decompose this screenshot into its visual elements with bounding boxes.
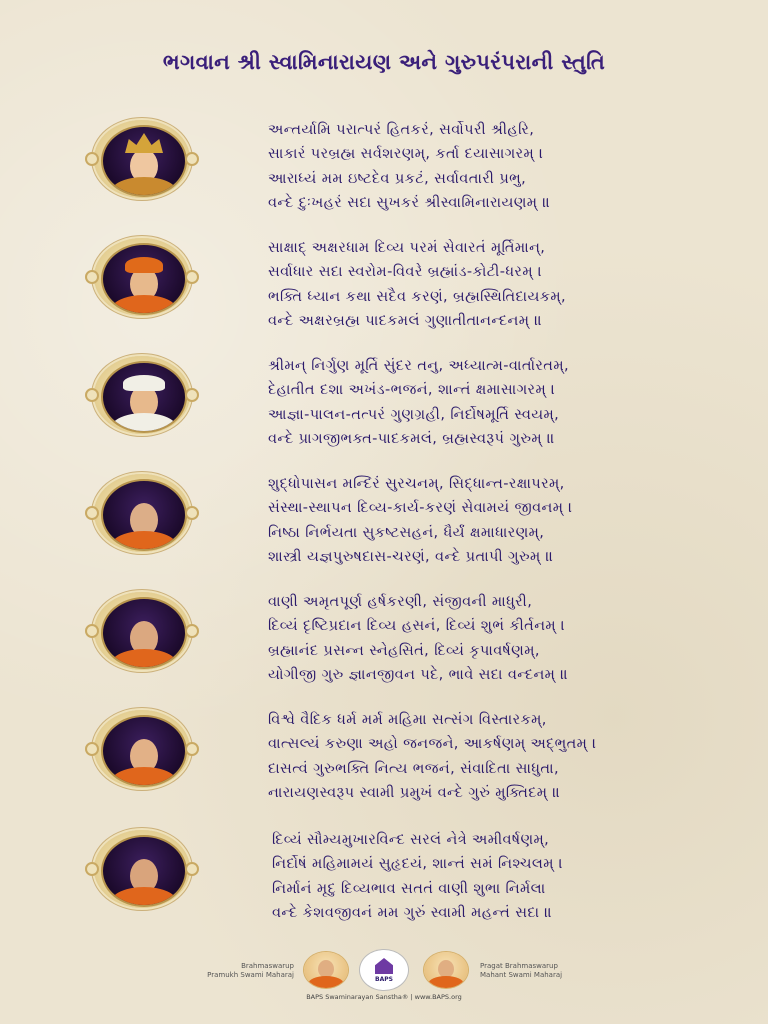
verse-block-7	[0, 828, 768, 958]
verse-lines	[268, 236, 738, 334]
verse-line: વન્દે પ્રાગજીભક્ત-પાદકમલં, બ્રહ્મસ્વરૂપં ગુરુમ્ ॥	[268, 431, 556, 448]
footer	[0, 948, 768, 1008]
verse-line: વન્દે કેશવજીવનં મમ ગુરું સ્વામી મહન્તં સદા ॥	[272, 905, 553, 922]
verse-line: વાત્સલ્યં કરુણા અહો જનજને, આકર્ષણમ્ અદ્ભુતમ્ ।	[268, 736, 597, 753]
verse-line: વાણી અમૃતપૂર્ણ હર્ષકરણી, સંજીવની માધુરી,	[268, 594, 533, 610]
verse-line: બ્રહ્માનંદ પ્રસન્ન સ્નેહસિતં, દિવ્યં કૃપાવર્ષણમ્,	[268, 642, 540, 659]
verse-lines	[268, 118, 738, 216]
verse-line: સર્વાધાર સદા સ્વરોમ-વિવરે બ્રહ્માંડ-કોટી-ધરમ્ ।	[268, 264, 543, 281]
verse-block-5	[0, 590, 768, 720]
verse-line: વન્દે દુઃખહરં સદા સુખકરં શ્રીસ્વામિનારાયણમ્ ॥	[268, 195, 551, 212]
verse-line: સાકારં પરબ્રહ્મ સર્વશરણમ્, કર્તા દયાસાગરમ્ ।	[268, 146, 544, 163]
mahant-swami-avatar-icon	[424, 952, 468, 988]
verse-block-1	[0, 118, 768, 248]
page-title: ભગવાન શ્રી સ્વામિનારાયણ અને ગુરુપરંપરાની સ્તુતિ	[162, 50, 606, 74]
portrait-frame	[84, 708, 204, 792]
verse-line: વિશ્વે વૈદિક ધર્મ મર્મ મહિમા સત્સંગ વિસ્તારકમ્,	[268, 712, 547, 728]
portrait-frame	[84, 354, 204, 438]
verse-lines	[268, 590, 738, 688]
verse-line: સંસ્થા-સ્થાપન દિવ્ય-કાર્ય-કરણં સેવામયં જીવનમ્ ।	[268, 500, 573, 517]
turban-icon	[125, 257, 163, 273]
left-guru-name: Brahmaswarup Pramukh Swami Maharaj	[207, 962, 294, 979]
verse-line: શ્રીમન્ નિર્ગુણ મૂર્તિ સુંદર તનુ, અધ્યાત્મ-વાર્તારતમ્,	[268, 358, 569, 374]
verse-line: નિષ્ઠા નિર્ભયતા સુકષ્ટસહનં, ધૈર્યં ક્ષમાધારણમ્,	[268, 524, 545, 541]
verse-lines	[268, 708, 738, 806]
verse-line: દેહાતીત દશા અખંડ-ભજનં, શાન્તં ક્ષમાસાગરમ્ ।	[268, 382, 556, 399]
verse-block-6	[0, 708, 768, 838]
verse-line: વન્દે અક્ષરબ્રહ્મ પાદકમલં ગુણાતીતાનન્દનમ્ ॥	[268, 313, 543, 330]
verse-block-3	[0, 354, 768, 484]
crown-icon	[125, 133, 163, 153]
verse-lines	[268, 472, 738, 570]
verse-line: અન્તર્યામિ પરાત્પરં હિતકરં, સર્વોપરી શ્રીહરિ,	[268, 122, 535, 138]
verse-line: દિવ્યં સૌમ્યમુખારવિન્દ સરલં નેત્રે અમીવર્ષણમ્,	[272, 832, 550, 848]
verse-line: શાસ્ત્રી યજ્ઞપુરુષદાસ-ચરણં, વન્દે પ્રતાપી ગુરુમ્ ॥	[268, 549, 554, 566]
right-guru-name: Pragat Brahmaswarup Mahant Swami Maharaj	[480, 962, 563, 979]
verse-lines	[268, 354, 738, 452]
portrait-frame	[84, 118, 204, 202]
verse-block-2	[0, 236, 768, 366]
verse-line: નિર્દોષં મહિમામયં સુહૃદયં, શાન્તં સમં નિશ્ચલમ્ ।	[272, 856, 564, 873]
verse-lines	[272, 828, 742, 926]
verse-line: ભક્તિ ધ્યાન કથા સદૈવ કરણં, બ્રહ્મસ્થિતિદાયકમ્,	[268, 288, 567, 305]
verse-line: યોગીજી ગુરુ જ્ઞાનજીવન પદે, ભાવે સદા વન્દનમ્ ॥	[268, 667, 569, 684]
baps-logo-icon: BAPS	[360, 950, 408, 990]
verse-block-4	[0, 472, 768, 602]
portrait-frame	[84, 590, 204, 674]
verse-line: દાસત્વં ગુરુભક્તિ નિત્ય ભજનં, સંવાદિતા સાધુતા,	[268, 760, 559, 777]
portrait-frame	[84, 472, 204, 556]
portrait-frame	[84, 236, 204, 320]
verse-line: સાક્ષાદ્ અક્ષરધામ દિવ્ય પરમં સેવારતં મૂર્તિમાન્,	[268, 240, 546, 256]
turban-icon	[123, 375, 165, 391]
verse-line: આજ્ઞા-પાલન-તત્પરં ગુણગ્રહી, નિર્દોષમૂર્તિ સ્વયમ્,	[268, 406, 560, 423]
footer-caption: BAPS Swaminarayan Sanstha® | www.BAPS.org	[306, 993, 462, 1001]
verse-line: દિવ્યં દૃષ્ટિપ્રદાન દિવ્ય હસનં, દિવ્યં શુભં કીર્તનમ્ ।	[268, 618, 566, 635]
verse-line: શુદ્ધોપાસન મન્દિરં સુરચનમ્, સિદ્ધાન્ત-રક્ષાપરમ્,	[268, 476, 565, 492]
verse-line: આરાધ્યં મમ ઇષ્ટદેવ પ્રકટં, સર્વાવતારી પ્રભુ,	[268, 170, 527, 187]
pramukh-swami-avatar-icon	[304, 952, 348, 988]
portrait-frame	[84, 828, 204, 912]
verse-line: નારાયણસ્વરૂપ સ્વામી પ્રમુખં વન્દે ગુરું મુક્તિદમ્ ॥	[268, 785, 561, 802]
verse-line: નિર્માનં મૃદુ દિવ્યભાવ સતતં વાણી શુભા નિર્મલા	[272, 880, 546, 897]
